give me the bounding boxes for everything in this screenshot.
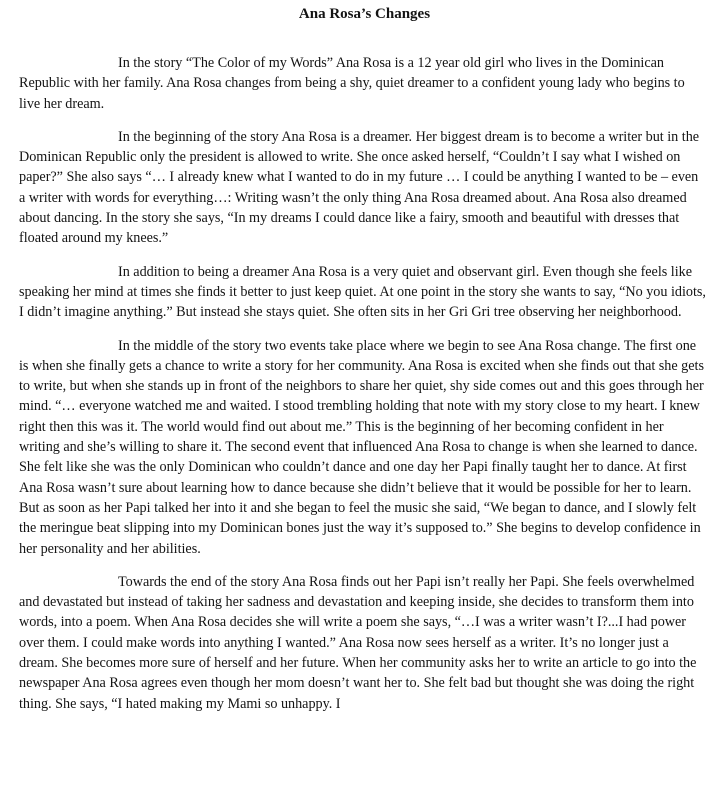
document-page	[19, 0, 707, 801]
paragraph-quiet-observant: In addition to being a dreamer Ana Rosa is a very quiet and observant girl. Even though she feels like speaking her mind at times she finds it better to just keep quiet. At one point in the story she wants to say, “No you idiots, I didn’t imagine anything.” But instead she stays quiet. She often sits in her Gri Gri tree observing her neighborhood.	[19, 263, 706, 321]
paragraph-dreamer: In the beginning of the story Ana Rosa is a dreamer. Her biggest dream is to become a writer but in the Dominican Republic only the president is allowed to write. She once asked herself, “Couldn’t I say what I wished on paper?” She also says “… I already knew what I wanted to do in my future … I could be anything I wanted to be – even a writer with words for everything…: Writing wasn’t the only thing Ana Rosa dreamed about. Ana Rosa also dreamed about dancing. In the story she says, “In my dreams I could dance like a fairy, smooth and beautiful with dresses that floated around my knees.”	[19, 128, 700, 247]
paragraph-end-of-story: Towards the end of the story Ana Rosa finds out her Papi isn’t really her Papi. She feels overwhelmed and devastated but instead of taking her sadness and devastation and keeping inside, she decides to transform them into words, into a poem. When Ana Rosa decides she will write a poem she says, “…I was a writer wasn’t I?...I had power over them. I could make words into anything I wanted.” Ana Rosa now sees herself as a writer. It’s no longer just a dream. She becomes more sure of herself and her future. When her community asks her to write an article to go into the newspaper Ana Rosa agrees even though her mom doesn’t want her to. She felt bad but thought she was doing the right thing. She says, “I hated making my Mami so unhappy. I	[19, 573, 697, 712]
document-title: Ana Rosa’s Changes	[298, 6, 431, 22]
paragraph-intro: In the story “The Color of my Words” Ana Rosa is a 12 year old girl who lives in the Dominican Republic with her family. Ana Rosa changes from being a shy, quiet dreamer to a confident young lady who begins to live her dream.	[19, 55, 685, 112]
paragraph-middle-events: In the middle of the story two events take place where we begin to see Ana Rosa change. The first one is when she finally gets a chance to write a story for her community. Ana Rosa is excited when she finds out that she gets to write, but when she stands up in front of the neighbors to share her quiet, shy side comes out and this goes through her mind. “… everyone watched me and waited. I stood trembling holding that note with my story close to my heart. I knew right then this was it. The world would find out about me.” This is the beginning of her becoming confident in her writing and she’s willing to share it. The second event that influenced Ana Rosa to change is when she learned to dance. She felt like she was the only Dominican who couldn’t dance and one day her Papi finally taught her to dance. At first Ana Rosa wasn’t sure about learning how to dance because she didn’t believe that it would be possible for her to learn. But as soon as her Papi talked her into it and she began to feel the music she said, “We began to dance, and I slowly felt the meringue beat slipping into my Dominican bones just the way it’s supposed to.” She begins to develop confidence in her personality and her abilities.	[19, 337, 704, 557]
